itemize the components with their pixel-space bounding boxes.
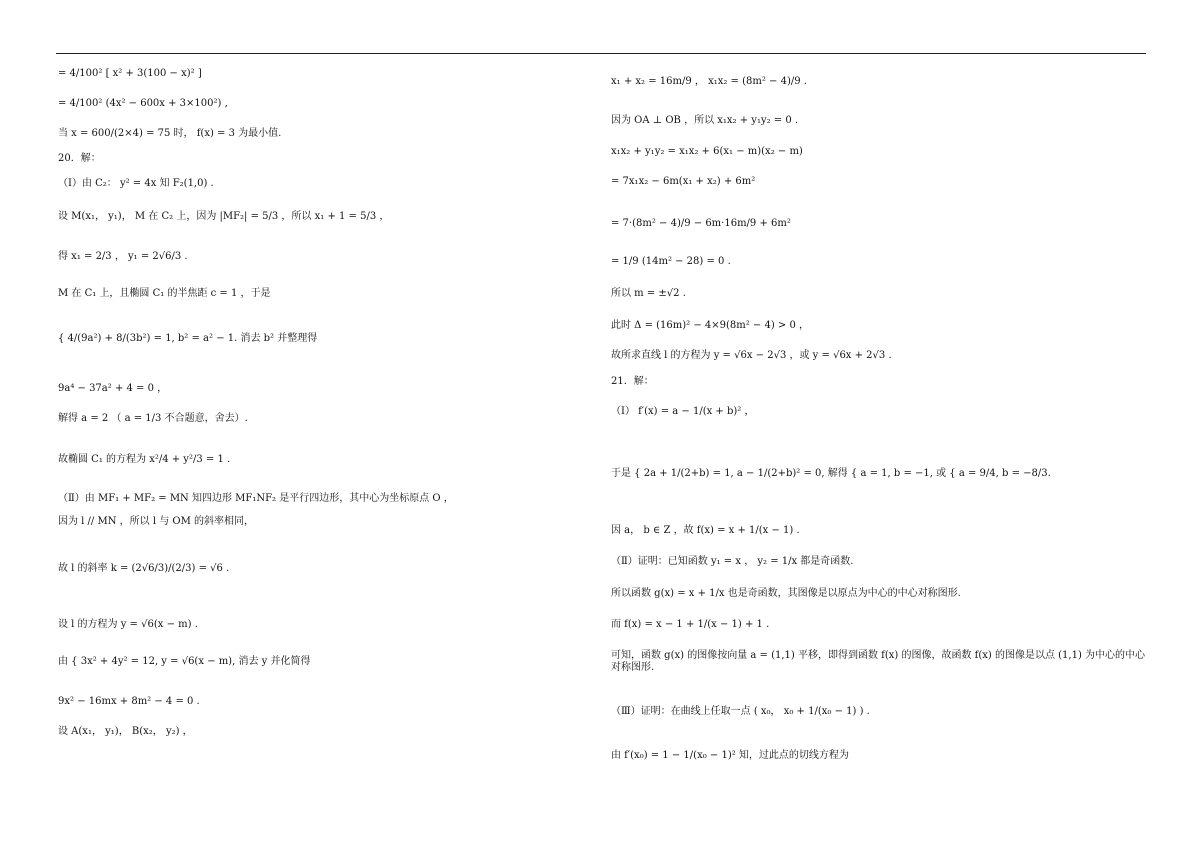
left-text-line: 解得 a = 2 （ a = 1/3 不合题意，舍去）. <box>58 413 248 424</box>
left-text-line: 9x² − 16mx + 8m² − 4 = 0 . <box>58 696 200 707</box>
left-text-line: （Ⅱ）由 MF₁ + MF₂ = MN 知四边形 MF₁NF₂ 是平行四边形，其中心为坐标原点 O ， <box>58 493 454 504</box>
left-text-line: 得 x₁ = 2/3 ， y₁ = 2√6/3 . <box>58 251 188 262</box>
right-text-line: 故所求直线 l 的方程为 y = √6x − 2√3 ，或 y = √6x + 2√3 . <box>611 350 892 361</box>
right-text-line: 此时 Δ = (16m)² − 4×9(8m² − 4) > 0 ， <box>611 320 810 331</box>
left-text-line: 设 l 的方程为 y = √6(x − m) . <box>58 619 198 630</box>
left-text-line: 9a⁴ − 37a² + 4 = 0 ， <box>58 383 168 394</box>
right-text-line: 所以函数 g(x) = x + 1/x 也是奇函数，其图像是以原点为中心的中心对称图形. <box>611 588 961 599</box>
left-text-line: = 4/100² [ x² + 3(100 − x)² ] <box>58 68 202 79</box>
left-text-line: 故 l 的斜率 k = (2√6/3)/(2/3) = √6 . <box>58 563 230 574</box>
left-text-line: M 在 C₁ 上，且椭圆 C₁ 的半焦距 c = 1 ，于是 <box>58 288 271 299</box>
right-text-line: 所以 m = ±√2 . <box>611 288 686 299</box>
right-text-line: 而 f(x) = x − 1 + 1/(x − 1) + 1 . <box>611 619 770 630</box>
right-text-line: 因为 OA ⊥ OB ，所以 x₁x₂ + y₁y₂ = 0 . <box>611 115 799 126</box>
left-text-line: 因为 l // MN ，所以 l 与 OM 的斜率相同， <box>58 516 254 527</box>
right-text-line: 21．解： <box>611 376 654 387</box>
right-text-line: 由 f′(x₀) = 1 − 1/(x₀ − 1)² 知，过此点的切线方程为 <box>611 750 849 761</box>
left-text-line: （Ⅰ）由 C₂： y² = 4x 知 F₂(1,0) . <box>58 178 214 189</box>
header-rule <box>56 53 1146 54</box>
right-text-line: 因 a， b ∈ Z ，故 f(x) = x + 1/(x − 1) . <box>611 525 800 536</box>
left-text-line: { 4/(9a²) + 8/(3b²) = 1, b² = a² − 1. 消去 b² 并整理得 <box>58 333 318 344</box>
right-text-line: 于是 { 2a + 1/(2+b) = 1, a − 1/(2+b)² = 0, 解得 { a = 1, b = −1, 或 { a = 9/4, b = −8/3. <box>611 468 1051 479</box>
right-text-line: = 1/9 (14m² − 28) = 0 . <box>611 256 731 267</box>
right-text-line: = 7·(8m² − 4)/9 − 6m·16m/9 + 6m² <box>611 218 791 229</box>
right-text-line: （Ⅰ） f′(x) = a − 1/(x + b)² ， <box>611 406 755 417</box>
right-text-line: x₁x₂ + y₁y₂ = x₁x₂ + 6(x₁ − m)(x₂ − m) <box>611 146 803 157</box>
left-text-line: 由 { 3x² + 4y² = 12, y = √6(x − m), 消去 y 并化简得 <box>58 656 311 667</box>
right-text-line: x₁ + x₂ = 16m/9 ， x₁x₂ = (8m² − 4)/9 . <box>611 76 807 87</box>
right-text-line: 可知，函数 g(x) 的图像按向量 a = (1,1) 平移，即得到函数 f(x) 的图像，故函数 f(x) 的图像是以点 (1,1) 为中心的中心对称图形. <box>611 650 1146 673</box>
left-text-line: 故椭圆 C₁ 的方程为 x²/4 + y²/3 = 1 . <box>58 454 231 465</box>
right-text-line: = 7x₁x₂ − 6m(x₁ + x₂) + 6m² <box>611 176 756 187</box>
left-text-line: 当 x = 600/(2×4) = 75 时， f(x) = 3 为最小值. <box>58 128 282 139</box>
left-text-line: 设 A(x₁， y₁)， B(x₂， y₂) ， <box>58 726 193 737</box>
left-text-line: 设 M(x₁， y₁)， M 在 C₂ 上，因为 |MF₂| = 5/3 ，所以 x₁ + 1 = 5/3 ， <box>58 211 390 222</box>
right-text-line: （Ⅱ）证明：已知函数 y₁ = x ， y₂ = 1/x 都是奇函数. <box>611 556 854 567</box>
right-text-line: （Ⅲ）证明：在曲线上任取一点 ( x₀， x₀ + 1/(x₀ − 1) ) . <box>611 706 870 717</box>
left-text-line: 20．解： <box>58 153 101 164</box>
left-text-line: = 4/100² (4x² − 600x + 3×100²) , <box>58 98 228 109</box>
